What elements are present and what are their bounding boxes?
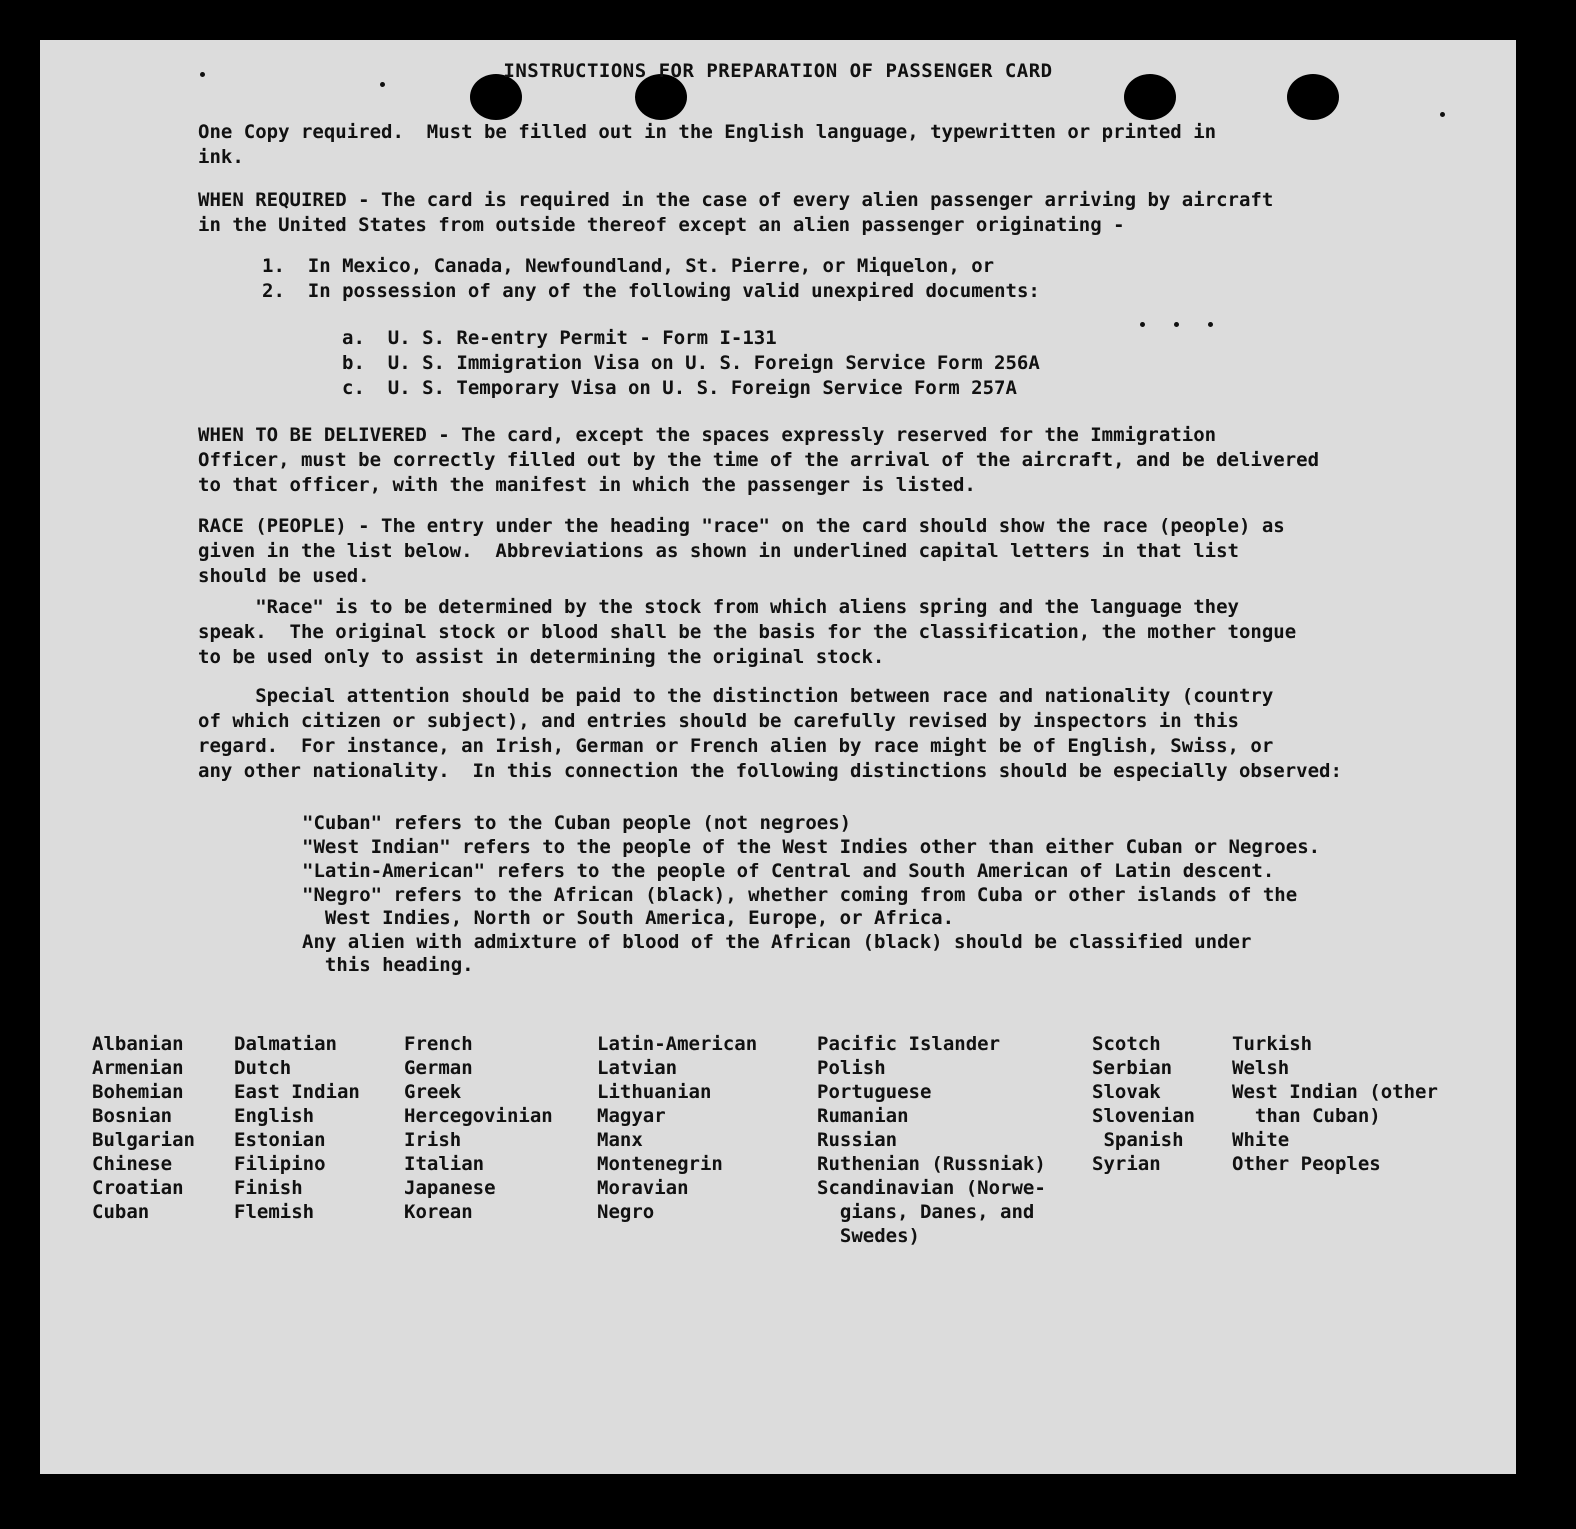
race-list-item: Cuban [92,1201,150,1223]
race-list-item: Albanian [92,1033,184,1055]
race-list-item: Moravian [597,1177,689,1199]
race-list-item: Manx [597,1129,643,1151]
race-list-item: Dutch [234,1057,292,1079]
race-list [92,1032,1492,1262]
distinction-line: "West Indian" refers to the people of the West Indies other than either Cuban or Negroes. [302,836,1321,858]
distinction-line: "Latin-American" refers to the people of Central and South American of Latin descent. [302,860,1275,882]
race-list-item: Rumanian [817,1105,909,1127]
race-list-item: Russian [817,1129,898,1151]
race-list-item: Other Peoples [1232,1153,1381,1175]
when-delivered-heading: WHEN TO BE DELIVERED [198,424,427,446]
race-paragraph [198,514,1285,589]
list-item: 2. In possession of any of the following valid unexpired documents: [262,280,1040,302]
sub-list-item: b. U. S. Immigration Visa on U. S. Foreign Service Form 256A [342,352,1040,374]
race-list-item: Serbian [1092,1057,1173,1079]
race-column [234,1032,360,1224]
sub-list-item: c. U. S. Temporary Visa on U. S. Foreign Service Form 257A [342,377,1017,399]
race-column [1092,1032,1195,1176]
race-nationality-paragraph: Special attention should be paid to the distinction between race and nationality (country of which citizen or subject), and entries should be carefully revised by inspectors in this regard. For instance, an Irish, German or French alien by race might be of English, Swiss, or any other nationality. In this connection the following distinctions should be especially observed: [198,685,1342,782]
when-delivered-paragraph [198,423,1319,498]
race-list-item: Portuguese [817,1081,932,1103]
race-list-item: Magyar [597,1105,666,1127]
race-list-item: Dalmatian [234,1033,337,1055]
race-list-item: Latvian [597,1057,678,1079]
race-list-item: Polish [817,1057,886,1079]
race-list-item: Estonian [234,1129,326,1151]
race-list-item: Spanish [1092,1129,1184,1151]
race-list-item: Armenian [92,1057,184,1079]
race-list-item: Lithuanian [597,1081,712,1103]
when-required-heading: WHEN REQUIRED [198,189,347,211]
race-list-item: Greek [404,1081,462,1103]
race-text: - The entry under the heading "race" on the card should show the race (people) as given in the list below. Abbreviations as shown in underlined capital letters in that list should be used. [198,515,1285,587]
race-definition-paragraph: "Race" is to be determined by the stock from which aliens spring and the language they speak. The original stock or blood shall be the basis for the classification, the mother tongue to be used only to assist in determining the original stock. [198,596,1297,668]
race-list-item: Italian [404,1153,485,1175]
race-list-item: Slovak [1092,1081,1161,1103]
race-heading: RACE (PEOPLE) [198,515,347,537]
race-column [1232,1032,1438,1176]
race-list-item: Pacific Islander [817,1033,1001,1055]
race-list-item: Scandinavian (Norwe- [817,1177,1046,1199]
page-title: INSTRUCTIONS FOR PREPARATION OF PASSENGER CARD [503,60,1053,82]
when-required-paragraph [198,188,1273,238]
when-delivered-text: - The card, except the spaces expressly reserved for the Immigration Officer, must be correctly filled out by the time of the arrival of the aircraft, and be delivered to that officer, with the manifest in which the passenger is listed. [198,424,1320,496]
race-list-item: West Indian (other [1232,1081,1438,1103]
race-column [404,1032,553,1224]
race-list-item: Latin-American [597,1033,758,1055]
intro-paragraph: One Copy required. Must be filled out in the English language, typewritten or printed in ink. [198,121,1217,168]
race-list-item: Welsh [1232,1057,1290,1079]
race-list-item: Slovenian [1092,1105,1195,1127]
race-list-item: Swedes) [817,1225,920,1247]
race-list-item: Negro [597,1201,655,1223]
race-list-item: Japanese [404,1177,496,1199]
when-required-text: - The card is required in the case of every alien passenger arriving by aircraft in the United States from outside thereof except an alien passenger originating - [198,189,1274,236]
ink-speck [1208,322,1213,327]
document-page [40,40,1516,1474]
race-list-item: Croatian [92,1177,184,1199]
ink-speck [380,82,385,87]
race-list-item: Korean [404,1201,473,1223]
race-list-item: Turkish [1232,1033,1313,1055]
race-list-item: gians, Danes, and [817,1201,1035,1223]
distinction-line: "Negro" refers to the African (black), whether coming from Cuba or other islands of the [302,884,1298,906]
ink-speck [1174,322,1179,327]
race-list-item: English [234,1105,315,1127]
race-list-item: White [1232,1129,1290,1151]
race-list-item: German [404,1057,473,1079]
distinction-line: West Indies, North or South America, Europe, or Africa. [302,907,955,929]
race-list-item: Irish [404,1129,462,1151]
sub-list-item: a. U. S. Re-entry Permit - Form I-131 [342,327,777,349]
race-list-item: Scotch [1092,1033,1161,1055]
race-list-item: Filipino [234,1153,326,1175]
race-list-item: Syrian [1092,1153,1161,1175]
ink-speck [1440,112,1445,117]
race-list-item: Bosnian [92,1105,173,1127]
distinction-line: Any alien with admixture of blood of the African (black) should be classified under [302,931,1252,953]
race-list-item: Bulgarian [92,1129,195,1151]
race-list-item: Montenegrin [597,1153,723,1175]
race-column [817,1032,1046,1248]
race-list-item: than Cuban) [1232,1105,1381,1127]
race-list-item: Ruthenian (Russniak) [817,1153,1046,1175]
race-list-item: Chinese [92,1153,173,1175]
race-list-item: Finish [234,1177,303,1199]
race-list-item: Hercegovinian [404,1105,553,1127]
distinction-line: this heading. [302,954,474,976]
ink-speck [1140,322,1145,327]
distinction-line: "Cuban" refers to the Cuban people (not negroes) [302,812,852,834]
list-item: 1. In Mexico, Canada, Newfoundland, St. Pierre, or Miquelon, or [262,255,995,277]
race-list-item: Flemish [234,1201,315,1223]
race-list-item: East Indian [234,1081,360,1103]
race-list-item: Bohemian [92,1081,184,1103]
race-list-item: French [404,1033,473,1055]
race-column [92,1032,195,1224]
race-column [597,1032,757,1224]
